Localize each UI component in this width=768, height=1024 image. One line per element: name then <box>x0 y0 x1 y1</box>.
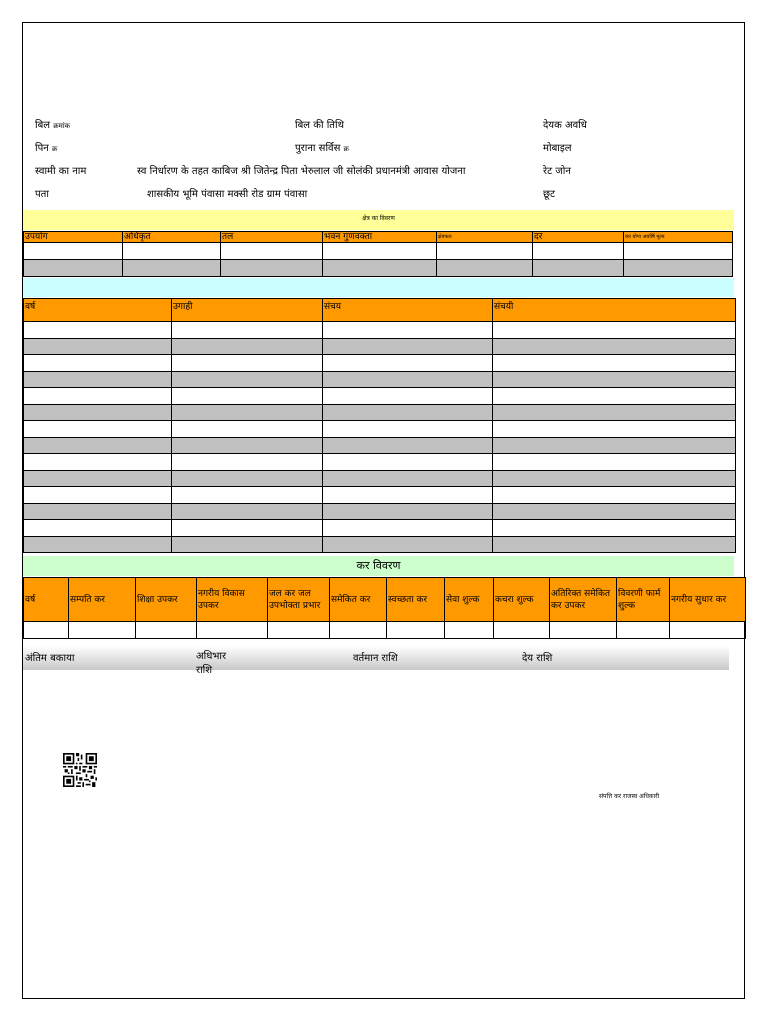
tax-table <box>23 577 746 639</box>
table-row <box>24 536 736 553</box>
tax-section-band <box>23 556 734 576</box>
table-row <box>24 355 736 372</box>
table-row <box>24 503 736 520</box>
table-row <box>24 622 746 639</box>
col-education-cess: शिक्षा उपकर <box>136 578 197 622</box>
surcharge-label: अधिभार राशि <box>196 651 227 676</box>
summary-bar <box>23 646 729 676</box>
col-return-form-fee: विवरणी फार्म शुल्क <box>617 578 670 622</box>
arrears-table-header <box>24 299 736 322</box>
col-authorized: अधिकृत <box>123 232 221 243</box>
payable-period-label: देयक अवधि <box>543 120 587 131</box>
table-row <box>24 404 736 421</box>
col-building-quality: भवन गुणवक्ता <box>323 232 437 243</box>
table-row <box>24 260 733 277</box>
tax-section-title: कर विवरण <box>356 559 401 572</box>
bill-page <box>22 22 745 999</box>
col-additional-consolidated-cess: अतिरिक्त समेकित कर उपकर <box>550 578 617 622</box>
table-row <box>24 371 736 388</box>
table-row <box>24 437 736 454</box>
table-row <box>24 322 736 339</box>
payable-amount-label: देय राशि <box>522 653 553 664</box>
col-consolidated-tax: समेकित कर <box>330 578 387 622</box>
cyan-band <box>23 278 734 297</box>
old-survey-label: पुराना सर्विस क्र <box>295 143 349 154</box>
owner-value: स्व निर्धारण के तहत काबिज श्री जितेन्द्र पिता भेरुलाल जी सोलंकी प्रधानमंत्री आवास योजना <box>137 166 466 177</box>
arrears-table <box>23 298 736 553</box>
qr-code-icon <box>63 753 97 787</box>
owner-label: स्वामी का नाम <box>35 166 87 177</box>
col-floor: तल <box>221 232 323 243</box>
table-row <box>24 421 736 438</box>
address-label: पता <box>35 189 49 200</box>
col-urban-improvement-tax: नगरीय सुधार कर <box>670 578 746 622</box>
table-row <box>24 454 736 471</box>
address-value: शासकीय भूमि पंवासा मक्सी रोड ग्राम पंवासा <box>147 189 308 200</box>
current-amount-label: वर्तमान राशि <box>353 653 398 664</box>
area-section-band <box>23 210 734 230</box>
col-accumulation: संचय <box>323 299 493 322</box>
col-service-fee: सेवा शुल्क <box>445 578 494 622</box>
area-section-title: क्षेत्र का विवरण <box>362 215 395 222</box>
col-collection: उगाही <box>172 299 323 322</box>
final-arrears-label: अंतिम बकाया <box>25 653 75 664</box>
col-year: वर्ष <box>24 299 172 322</box>
table-row <box>24 470 736 487</box>
col-tax-year: वर्ष <box>24 578 69 622</box>
table-row <box>24 338 736 355</box>
col-rate: दर <box>533 232 624 243</box>
col-property-tax: सम्पति कर <box>69 578 136 622</box>
bill-date-label: बिल की तिथि <box>295 120 344 131</box>
col-sanitation-tax: स्वच्छता कर <box>387 578 445 622</box>
col-cumulative: संचयी <box>493 299 736 322</box>
table-row <box>24 243 733 260</box>
col-usage: उपयोग <box>24 232 123 243</box>
rate-zone-label: रेट जोन <box>543 166 571 177</box>
col-area: क्षेत्रफल <box>437 232 533 243</box>
area-table <box>23 231 733 277</box>
table-row <box>24 520 736 537</box>
bill-no-label: बिल क्रमांक <box>35 120 71 131</box>
col-water-tax: जल कर जल उपभोक्ता प्रभार <box>268 578 330 622</box>
discount-label: छूट <box>543 189 556 200</box>
col-urban-development-cess: नगरीय विकास उपकर <box>197 578 268 622</box>
col-garbage-fee: कचरा शुल्क <box>494 578 550 622</box>
area-table-header <box>24 232 733 243</box>
signature-label: संपत्ति कर राजस्व अधिकारी <box>599 793 660 800</box>
mobile-label: मोबाइल <box>543 143 572 154</box>
pin-label: पिन क्र <box>35 143 58 154</box>
table-row <box>24 487 736 504</box>
tax-table-header <box>24 578 746 622</box>
table-row <box>24 388 736 405</box>
col-taxable-value: कर योग्य अर्घार्षि मूल्य <box>624 232 733 243</box>
